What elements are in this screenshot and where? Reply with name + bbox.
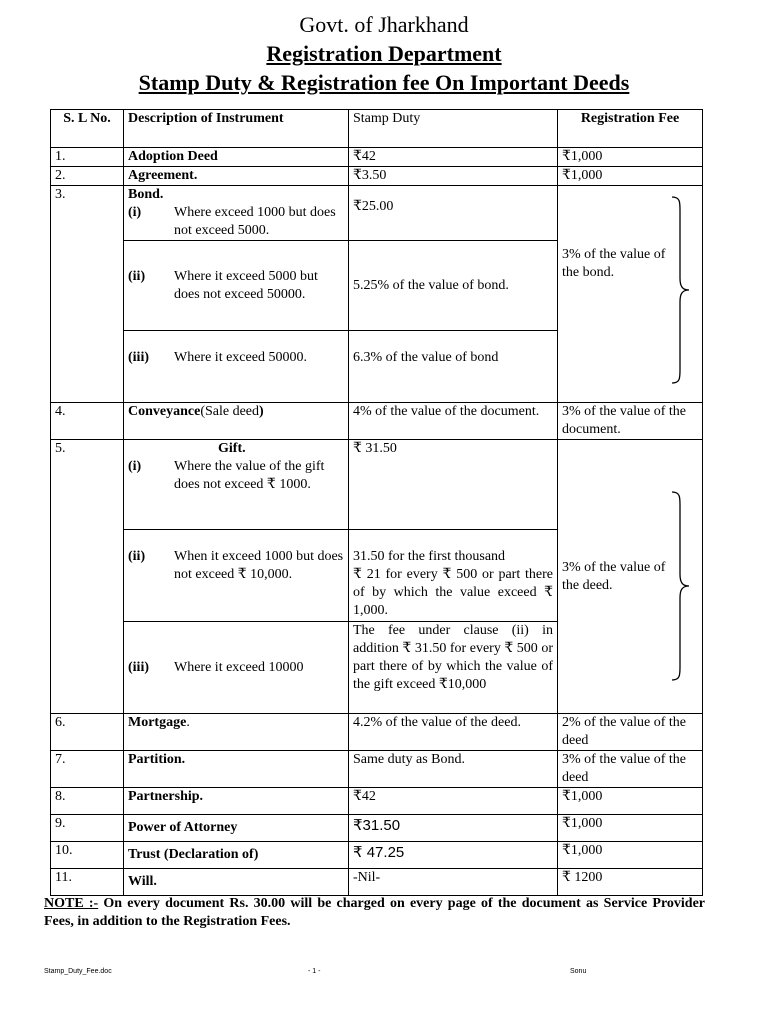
row-description: Mortgage. (124, 714, 349, 751)
row-registration-fee: ₹1,000 (558, 167, 703, 186)
footer-filename: Stamp_Duty_Fee.doc (44, 968, 112, 975)
document-header (0, 10, 768, 97)
row-sl: 10. (51, 842, 124, 869)
row-sl: 1. (51, 148, 124, 167)
footer-author: Sonu (570, 968, 587, 975)
table-row (51, 815, 703, 842)
header-sl-no: S. L No. (51, 110, 124, 148)
header-stamp-duty: Stamp Duty (349, 110, 558, 148)
row-stamp-duty: ₹ 31.50 (349, 440, 558, 530)
sub-index: (ii) (128, 268, 146, 284)
department-title: Registration Department (266, 41, 502, 66)
row-registration-fee: 3% of the value of the deed (558, 751, 703, 788)
row-registration-fee: ₹1,000 (558, 815, 703, 842)
table-header-row (51, 110, 703, 148)
note-text: On every document Rs. 30.00 will be charged on every page of the document as Service Provider Fees, in addition to the Registration Fees. (44, 896, 706, 929)
document-title: Stamp Duty & Registration fee On Important Deeds (138, 70, 630, 95)
row-description: Partnership. (124, 788, 349, 815)
row-sl: 11. (51, 869, 124, 896)
row-description: Bond. (128, 187, 164, 202)
row-stamp-duty: 6.3% of the value of bond (349, 331, 558, 403)
row-sl: 4. (51, 403, 124, 440)
table-row (51, 842, 703, 869)
row-description: Agreement. (124, 167, 349, 186)
table-row (51, 714, 703, 751)
right-brace-icon (668, 196, 692, 384)
sub-description: Where the value of the gift does not exceed ₹ 1000. (174, 459, 325, 492)
row-sl: 2. (51, 167, 124, 186)
row-registration-fee: 3% of the value of the document. (558, 403, 703, 440)
row-registration-fee: 2% of the value of the deed (558, 714, 703, 751)
header-description: Description of Instrument (124, 110, 349, 148)
sub-description: Where it exceed 50000. (174, 350, 307, 365)
row-sl: 3. (51, 186, 124, 403)
table-row (51, 440, 703, 530)
row-stamp-duty: The fee under clause (ii) in addition ₹ 31.50 for every ₹ 500 or part there of by which the value of the gift exceed ₹10,000 (349, 622, 558, 714)
row-registration-fee: ₹1,000 (558, 148, 703, 167)
table-row (51, 403, 703, 440)
fee-text: 3% of the value of the bond. (562, 247, 666, 280)
sub-description: When it exceed 1000 but does not exceed ₹ 10,000. (174, 549, 344, 582)
row-description: Power of Attorney (124, 815, 349, 842)
row-registration-fee: ₹ 1200 (558, 869, 703, 896)
row-sl: 5. (51, 440, 124, 714)
row-description: Gift. (218, 441, 246, 456)
row-stamp-duty: 4.2% of the value of the deed. (349, 714, 558, 751)
row-stamp-duty: ₹25.00 (349, 186, 558, 241)
service-fee-note (44, 895, 705, 931)
row-registration-fee: ₹1,000 (558, 842, 703, 869)
row-stamp-duty: 31.50 for the first thousand ₹ 21 for every ₹ 500 or part there of by which the value exceed ₹ 1,000. (349, 530, 558, 622)
table-row (51, 869, 703, 896)
sub-description: Where exceed 1000 but does not exceed 5000. (174, 205, 336, 238)
header-registration-fee: Registration Fee (558, 110, 703, 148)
sub-index: (i) (128, 205, 142, 220)
sub-index: (iii) (128, 659, 149, 675)
table-row (51, 167, 703, 186)
row-registration-fee: ₹1,000 (558, 788, 703, 815)
sub-index: (i) (128, 459, 142, 474)
row-stamp-duty: ₹31.50 (349, 815, 558, 842)
govt-title: Govt. of Jharkhand (299, 12, 469, 37)
row-description: Adoption Deed (124, 148, 349, 167)
note-label: NOTE :- (44, 896, 99, 911)
sub-index: (iii) (128, 350, 149, 365)
sub-index: (ii) (128, 549, 146, 564)
table-row (51, 148, 703, 167)
row-description: Conveyance(Sale deed) (124, 403, 349, 440)
row-sl: 8. (51, 788, 124, 815)
fee-table (50, 109, 703, 896)
row-stamp-duty: 4% of the value of the document. (349, 403, 558, 440)
row-description: Trust (Declaration of) (124, 842, 349, 869)
row-description: Partition. (124, 751, 349, 788)
right-brace-icon (668, 491, 692, 681)
table-row (51, 751, 703, 788)
row-stamp-duty: ₹42 (349, 148, 558, 167)
row-stamp-duty: ₹42 (349, 788, 558, 815)
table-row (51, 788, 703, 815)
row-sl: 6. (51, 714, 124, 751)
row-stamp-duty: -Nil- (349, 869, 558, 896)
row-sl: 7. (51, 751, 124, 788)
row-stamp-duty: ₹3.50 (349, 167, 558, 186)
sub-description: Where it exceed 10000 (174, 659, 304, 675)
row-description: Will. (124, 869, 349, 896)
row-stamp-duty: Same duty as Bond. (349, 751, 558, 788)
row-stamp-duty: ₹ 47.25 (349, 842, 558, 869)
row-sl: 9. (51, 815, 124, 842)
fee-text: 3% of the value of the deed. (562, 559, 666, 593)
table-row (51, 186, 703, 241)
row-stamp-duty: 5.25% of the value of bond. (349, 241, 558, 331)
footer-page-number: - 1 - (308, 968, 321, 975)
sub-description: Where it exceed 5000 but does not exceed 50000. (174, 268, 318, 302)
